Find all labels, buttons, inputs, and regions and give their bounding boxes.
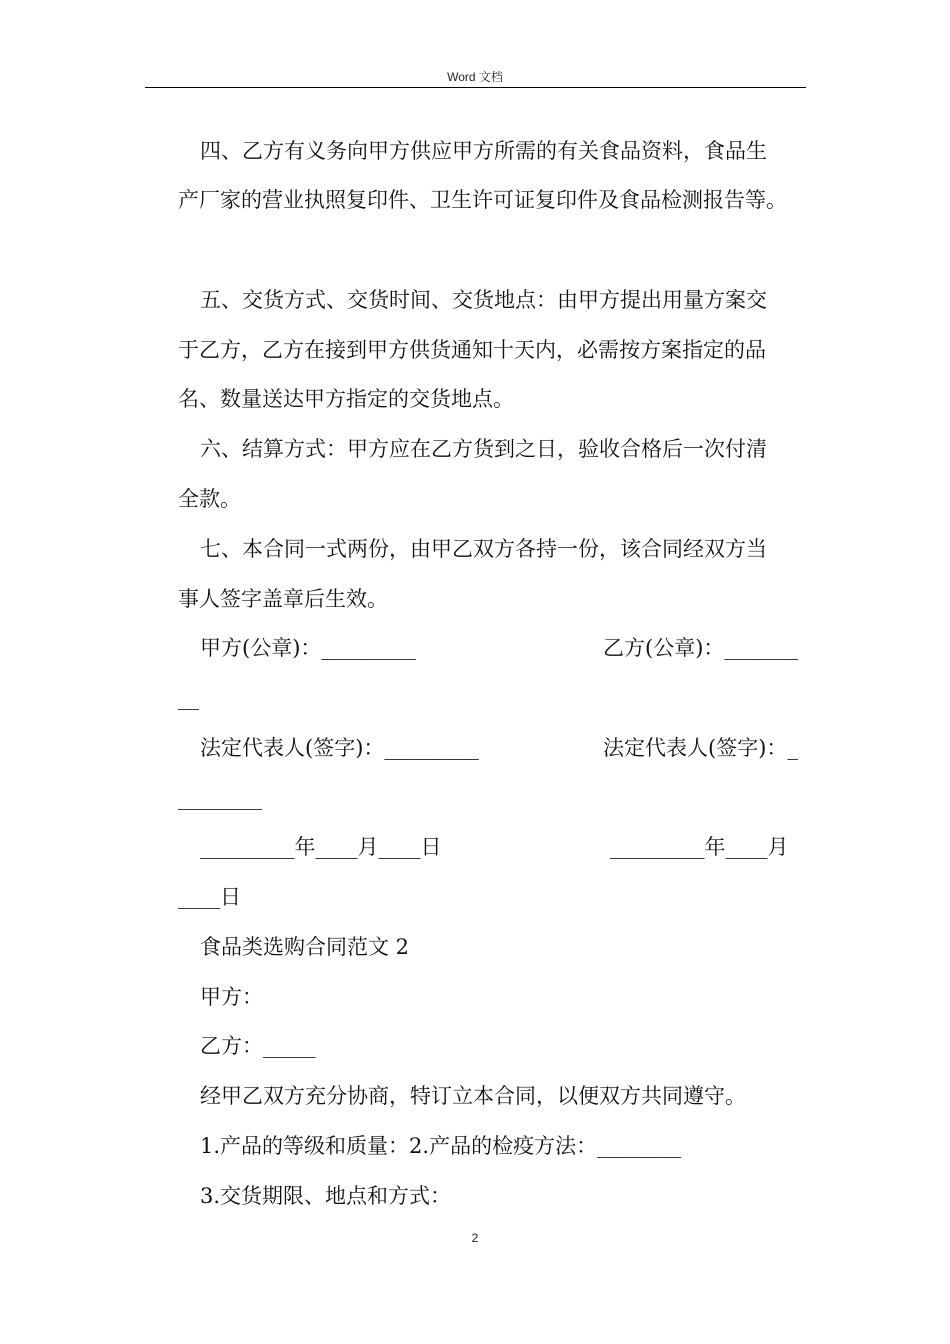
date-b-line: _________年____月 <box>610 835 789 859</box>
para-4-line-2: 产厂家的营业执照复印件、卫生许可证复印件及食品检测报告等。 <box>178 188 787 212</box>
para-5-line-1: 五、交货方式、交货时间、交货地点：由甲方提出用量方案交 <box>200 288 767 312</box>
date-a-line: _________年____月____日 <box>200 835 442 859</box>
rep-a-sign-line: 法定代表人(签字)：_________ <box>200 736 479 760</box>
para-6-line-2: 全款。 <box>178 487 241 511</box>
para-6-line-1: 六、结算方式：甲方应在乙方货到之日，验收合格后一次付清 <box>200 437 767 461</box>
sample-2-item-1-2: 1.产品的等级和质量：2.产品的检疫方法：________ <box>200 1134 682 1158</box>
sample-2-party-b: 乙方：_____ <box>200 1034 316 1058</box>
para-7-line-2: 事人签字盖章后生效。 <box>178 587 388 611</box>
para-5-line-3: 名、数量送达甲方指定的交货地点。 <box>178 387 514 411</box>
para-5-line-2: 于乙方，乙方在接到甲方供货通知十天内，必需按方案指定的品 <box>178 338 766 362</box>
sample-2-intro: 经甲乙双方充分协商，特订立本合同，以便双方共同遵守。 <box>200 1084 746 1108</box>
sample-2-item-3: 3.交货期限、地点和方式： <box>200 1184 452 1208</box>
party-a-seal-line: 甲方(公章)：_________ <box>200 636 416 660</box>
date-b-cont: ____日 <box>178 885 241 909</box>
sample-2-party-a: 甲方： <box>200 985 263 1009</box>
header-rule <box>145 87 806 88</box>
party-b-seal-cont: __ <box>178 686 199 710</box>
party-b-seal-line: 乙方(公章)：_______ <box>603 636 798 660</box>
rep-b-sign-cont: ________ <box>178 786 262 810</box>
para-4-line-1: 四、乙方有义务向甲方供应甲方所需的有关食品资料，食品生 <box>200 139 767 163</box>
rep-b-sign-line: 法定代表人(签字)：_ <box>603 736 798 760</box>
header-title: Word 文档 <box>447 70 503 84</box>
para-7-line-1: 七、本合同一式两份，由甲乙双方各持一份，该合同经双方当 <box>200 537 767 561</box>
sample-2-title: 食品类选购合同范文 2 <box>200 935 410 959</box>
page-number: 2 <box>471 1231 479 1245</box>
